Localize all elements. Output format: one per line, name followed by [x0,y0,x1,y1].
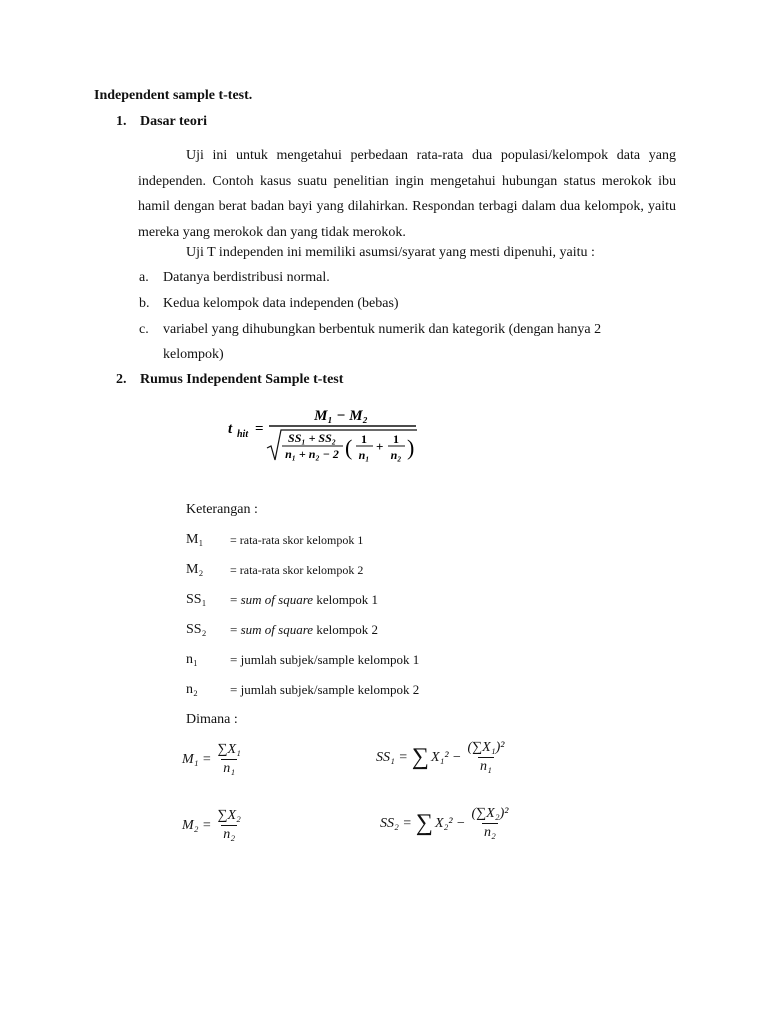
formula-ss2-denominator: n₂ [484,825,496,840]
formula-ss1-denominator: n₁ [480,759,492,774]
list-marker-a: a. [139,270,149,285]
paragraph-dasar-teori [138,143,676,245]
formula-one-a: 1 [361,432,367,446]
paragraph-1-text: Uji ini untuk mengetahui perbedaan rata-rata dua populasi/kelompok data yang independen. Contoh kasus suatu penelitian ingin mengetahui hubungan status merokok ibu hamil dengan berat badan bayi yang dilahirkan. Respondan terbagi dalam dua kelompok, yaitu mereka yang merokok dan yang tidak merokok. [138,148,676,240]
list-marker-b: b. [139,296,150,311]
section-1-heading: Dasar teori [140,114,207,129]
legend-desc-n1: = jumlah subjek/sample kelompok 1 [230,652,420,667]
formula-m2-denominator: n₂ [223,827,236,842]
keterangan-label: Keterangan : [186,502,258,517]
formula-m2-lhs: M₂ = [182,817,212,833]
formula-right-paren: ) [407,435,415,460]
section-1-number: 1. [116,114,127,129]
formula-ss1-fraction [466,740,507,775]
legend-desc-ss2-prefix: = [230,622,241,637]
formula-left-paren: ( [345,435,353,460]
list-marker-c: c. [139,322,149,337]
formula-ss1-lhs: SS₁ = [376,749,408,765]
formula-m1-denominator: n₁ [223,761,236,776]
formula-m1 [182,742,243,777]
legend-symbol-m2: M₂ [186,562,204,577]
formula-numerator: M₁ − M₂ [314,408,368,424]
formula-ss1-term: X₁² − [430,749,462,765]
formula-m2-numerator: ∑X₂ [217,808,241,823]
formula-ss2-term: X₂² − [434,815,466,831]
t-test-formula [225,402,425,466]
section-2-heading: Rumus Independent Sample t-test [140,372,344,387]
formula-ss2-fraction [470,806,511,841]
legend-desc-m2: = rata-rata skor kelompok 2 [230,563,364,577]
document-title: Independent sample t-test. [94,88,253,103]
legend-desc-ss2-italic: sum of square [240,622,314,637]
dimana-label: Dimana : [186,712,238,727]
formula-n2: n₂ [390,448,402,462]
formula-ss1-numerator: (∑X₁)² [467,740,505,755]
list-item-a: Datanya berdistribusi normal. [163,270,330,285]
legend-desc-ss1-suffix: kelompok 1 [313,592,379,607]
legend-symbol-m1: M₁ [186,532,204,547]
legend-desc-n2: = jumlah subjek/sample kelompok 2 [230,682,420,697]
formula-ss2-numerator: (∑X₂)² [471,806,509,821]
legend-symbol-n1: n₁ [186,652,198,667]
legend-desc-ss1-italic: sum of square [240,592,314,607]
formula-plus: + [376,439,384,454]
legend-symbol-ss2: SS₂ [186,622,207,637]
formula-equals: = [255,421,264,437]
formula-m1-lhs: M₁ = [182,751,212,767]
formula-ss1 [376,740,506,775]
legend-desc-ss1-prefix: = [230,592,241,607]
formula-ss2-sum: ∑ [415,810,433,836]
formula-one-b: 1 [393,432,399,446]
list-item-c: variabel yang dihubungkan berbentuk numerik dan kategorik (dengan hanya 2 [163,322,602,337]
legend-desc-ss1 [230,592,378,608]
legend-desc-ss2-suffix: kelompok 2 [313,622,379,637]
formula-m2 [182,808,243,843]
formula-ss1-sum: ∑ [411,744,429,770]
formula-m1-numerator: ∑X₁ [217,742,241,757]
formula-m2-fraction [215,808,242,843]
list-item-c-continuation: kelompok) [163,347,224,362]
formula-n1: n₁ [358,448,370,462]
formula-lhs-t: t [228,421,233,437]
formula-ss-denominator: n₁ + n₂ − 2 [285,447,339,461]
section-2-number: 2. [116,372,127,387]
formula-ss-numerator: SS₁ + SS₂ [288,431,336,445]
formula-ss2 [380,806,510,841]
list-item-b: Kedua kelompok data independen (bebas) [163,296,399,311]
formula-m1-fraction [215,742,242,777]
paragraph-2: Uji T independen ini memiliki asumsi/syarat yang mesti dipenuhi, yaitu : [186,245,595,260]
legend-desc-m1: = rata-rata skor kelompok 1 [230,533,364,547]
legend-desc-ss2 [230,622,378,638]
formula-ss2-lhs: SS₂ = [380,815,412,831]
formula-lhs-sub: hit [237,429,249,440]
legend-symbol-n2: n₂ [186,682,198,697]
legend-symbol-ss1: SS₁ [186,592,207,607]
